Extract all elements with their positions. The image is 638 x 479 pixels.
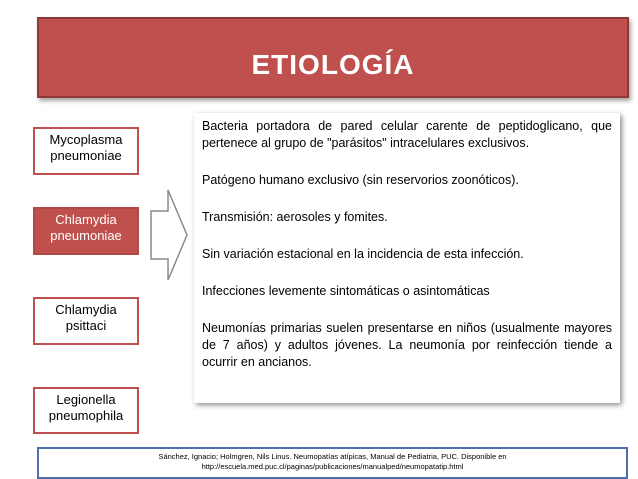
organism-species: psittaci [65,318,107,333]
description-paragraph: Transmisión: aerosoles y fomites. [202,210,388,224]
title-banner [37,17,629,98]
right-arrow-icon [150,189,188,281]
organism-genus: Mycoplasma [49,132,123,147]
organism-box-chlamydia-psittaci[interactable] [33,297,139,345]
organism-genus: Chlamydia [55,302,117,317]
organism-genus: Chlamydia [55,212,117,227]
description-paragraph: Patógeno humano exclusivo (sin reservorios zoonóticos). [202,173,519,187]
citation-box [37,447,628,479]
page-title: ETIOLOGÍA [251,49,415,80]
organism-box-mycoplasma-pneumoniae[interactable] [33,127,139,175]
description-panel [194,113,620,403]
organism-species: pneumoniae [50,148,122,163]
citation-text: Sánchez, Ignacio; Holmgren, Nils Linus. Neumopatías atípicas, Manual de Pediatria, PUC. Disponible en http://escuela.med.puc.cl/paginas/publicaciones/manualped/neumopatatip.html [158,452,507,471]
description-paragraph: Bacteria portadora de pared celular carente de peptidoglicano, que pertenece al grupo de "parásitos" intracelulares exclusivos. [202,119,612,150]
organism-box-chlamydia-pneumoniae[interactable] [33,207,139,255]
organism-box-legionella-pneumophila[interactable] [33,387,139,434]
organism-species: pneumoniae [50,228,122,243]
description-paragraph: Infecciones levemente sintomáticas o asintomáticas [202,284,490,298]
organism-species: pneumophila [48,408,124,423]
description-paragraph: Sin variación estacional en la incidencia de esta infección. [202,247,524,261]
description-paragraph: Neumonías primarias suelen presentarse en niños (usualmente mayores de 7 años) y adultos jóvenes. La neumonía por reinfección tiende a ocurrir en ancianos. [202,321,612,369]
organism-genus: Legionella [56,392,116,407]
